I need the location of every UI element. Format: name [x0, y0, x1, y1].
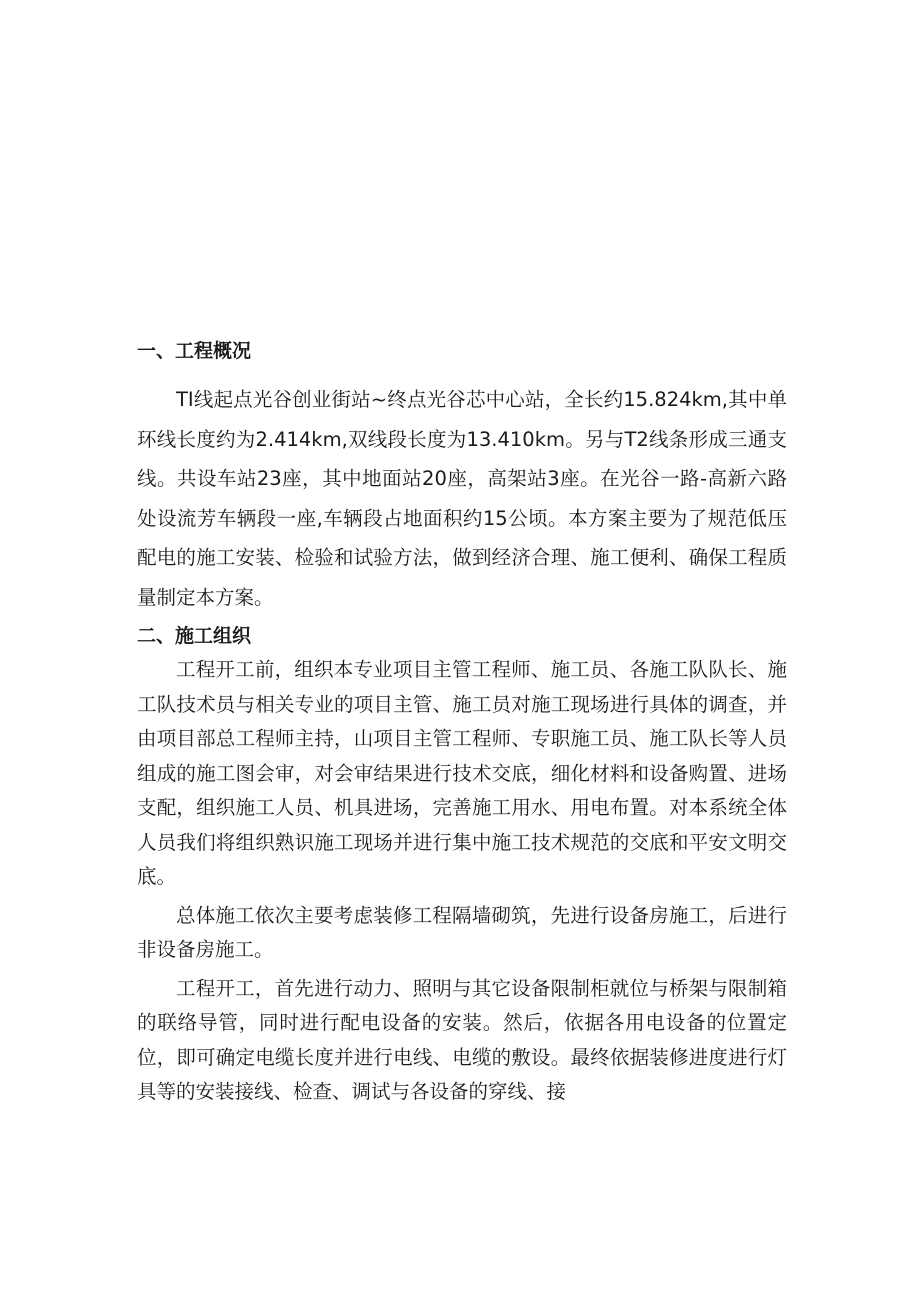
paragraph: TI线起点光谷创业街站~终点光谷芯中心站，全长约15.824km,其中单环线长度约为2.414km,双线段长度为13.410km。另与T2线条形成三通支线。共设车站23座，其中地面站20座，高架站3座。在光谷一路-高新六路处设流芳车辆段一座,车辆段占地面积约15公顷。本方案主要为了规范低压配电的施工安装、检验和试验方法，做到经济合理、施工便利、确保工程质量制定本方案。	[137, 388, 787, 609]
section-heading-organization: 二、施工组织	[137, 625, 252, 647]
section-heading-overview: 一、工程概况	[137, 340, 252, 362]
section-organization-body	[137, 653, 787, 1110]
paragraph: 总体施工依次主要考虑装修工程隔墙砌筑，先进行设备房施工，后进行非设备房施工。	[137, 903, 787, 961]
document-body	[137, 334, 787, 1110]
paragraph: 工程开工前，组织本专业项目主管工程师、施工员、各施工队队长、施工队技术员与相关专业的项目主管、施工员对施工现场进行具体的调查，并由项目部总工程师主持，山项目主管工程师、专职施工员、施工队长等人员组成的施工图会审，对会审结果进行技术交底，细化材料和设备购置、进场支配，组织施工人员、机具进场，完善施工用水、用电布置。对本系统全体人员我们将组织熟识施工现场并进行集中施工技术规范的交底和平安文明交底。	[137, 658, 787, 888]
paragraph: 工程开工，首先进行动力、照明与其它设备限制柜就位与桥架与限制箱的联络导管，同时进行配电设备的安装。然后，依据各用电设备的位置定位，即可确定电缆长度并进行电线、电缆的敷设。最终依据装修进度进行灯具等的安装接线、检查、调试与各设备的穿线、接	[137, 976, 787, 1103]
section-overview-body	[137, 380, 787, 617]
